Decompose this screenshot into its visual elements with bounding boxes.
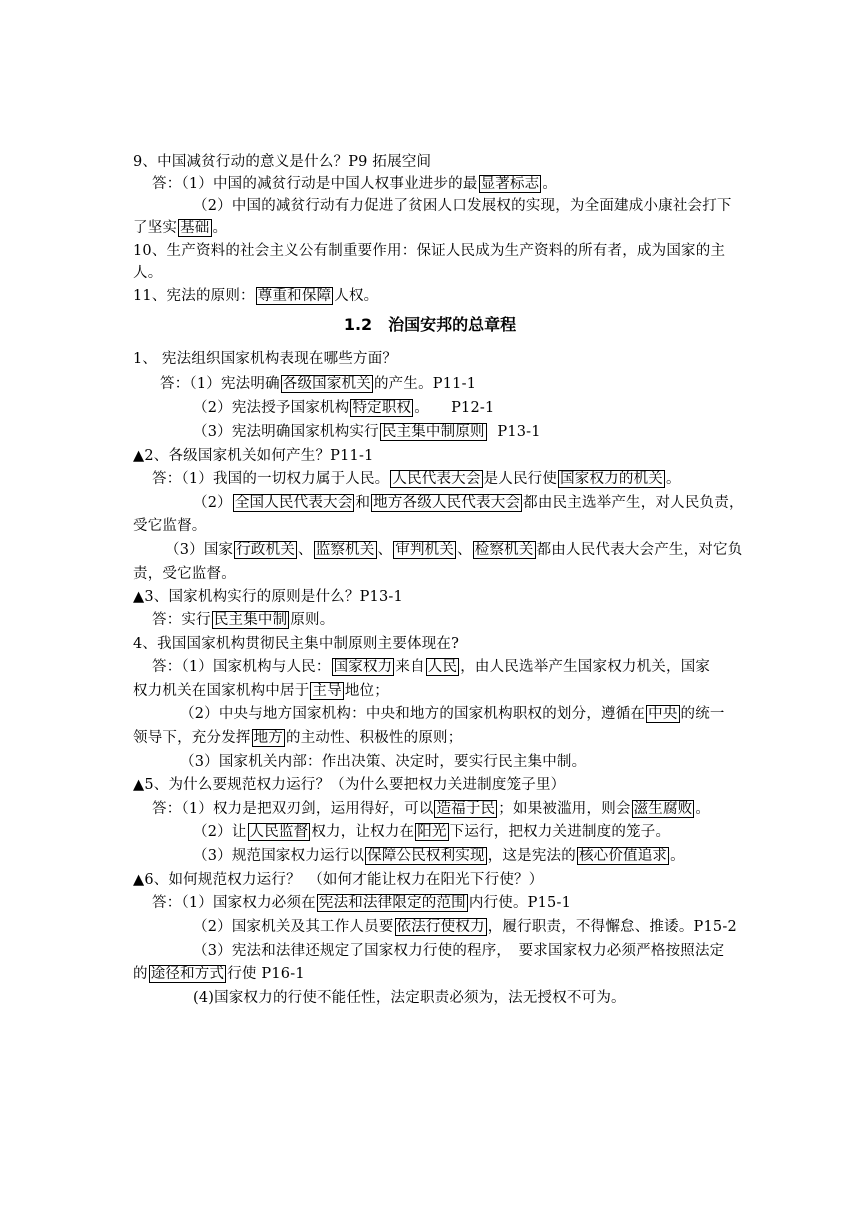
q6-answer-3: （3）宪法和法律还规定了国家权力行使的程序， 要求国家权力必须严格按照法定 <box>193 943 725 959</box>
keyword-box: 依法行使权力 <box>396 919 485 935</box>
q1-title: 1、 宪法组织国家机构表现在哪些方面？ <box>133 351 398 367</box>
keyword-box: 人民代表大会 <box>392 471 481 487</box>
keyword-box: 全国人民代表大会 <box>234 495 353 511</box>
keyword-box: 民主集中制原则 <box>381 424 485 440</box>
keyword-box: 核心价值追求 <box>578 848 668 864</box>
keyword-box: 民主集中制 <box>213 612 288 628</box>
q3-title: ▲3、国家机构实行的原则是什么？P13-1 <box>133 589 403 605</box>
q1-answer-2: （2）宪法授予国家机构 特定职权 。 P12-1 <box>193 400 495 416</box>
q6-answer-4: (4)国家权力的行使不能任性，法定职责必须为，法无授权不可为。 <box>193 990 626 1006</box>
q1-answer-3: （3）宪法明确国家机构实行 民主集中制原则 P13-1 <box>193 424 541 440</box>
keyword-box: 地方 <box>253 730 284 746</box>
q2-answer-2: （2） 全国人民代表大会 和 地方各级人民代表大会 都由民主选举产生，对人民负责， <box>193 495 744 511</box>
question-10: 10、生产资料的社会主义公有制重要作用：保证人民成为生产资料的所有者，成为国家的主 <box>133 243 726 259</box>
keyword-box: 宪法和法律限定的范围 <box>318 895 466 911</box>
question-9 <box>133 152 431 172</box>
keyword-box: 国家权力的机关 <box>560 471 663 487</box>
keyword-box: 尊重和保障 <box>257 288 332 304</box>
keyword-box: 人民监督 <box>249 824 309 840</box>
q2-answer-1: 答：（1）我国的一切权力属于人民。 人民代表大会 是人民行使 国家权力的机关 。 <box>152 471 681 487</box>
q5-answer-3: （3）规范国家权力运行以 保障公民权利实现 ，这是宪法的 核心价值追求 。 <box>193 848 685 864</box>
question-10-cont: 人。 <box>133 265 163 281</box>
q6-title: ▲6、如何规范权力运行？ （如何才能让权力在阳光下行使？） <box>133 872 544 888</box>
q4-title: 4、我国国家机构贯彻民主集中制原则主要体现在? <box>133 636 460 652</box>
keyword-box: 显著标志 <box>480 176 540 192</box>
q3-answer: 答：实行 民主集中制 原则。 <box>152 612 335 628</box>
keyword-box: 国家权力 <box>333 659 393 675</box>
keyword-box: 主导 <box>312 683 342 699</box>
keyword-box: 行政机关 <box>236 542 296 558</box>
answer-9-2-cont: 了坚实 基础 。 <box>133 220 228 236</box>
q4-answer-2-cont: 领导下，充分发挥 地方 的主动性、积极性的原则； <box>133 730 463 746</box>
q1-answer-1: 答：（1）宪法明确 各级国家机关 的产生。P11-1 <box>160 376 477 392</box>
question-11: 11、宪法的原则： 尊重和保障 人权。 <box>133 288 379 304</box>
q6-answer-3-cont: 的 途径和方式 行使 P16-1 <box>133 966 305 982</box>
keyword-box: 保障公民权利实现 <box>367 848 485 864</box>
q5-answer-2: （2）让 人民监督 权力，让权力在 阳光 下运行，把权力关进制度的笼子。 <box>193 824 671 840</box>
question-9-text: 9、中国减贫行动的意义是什么？P9 拓展空间 <box>133 154 432 170</box>
q6-answer-1: 答：（1）国家权力必须在 宪法和法律限定的范围 内行使。P15-1 <box>152 895 572 911</box>
answer-9-1: 答：（1）中国的减贫行动是中国人权事业进步的最 显著标志 。 <box>152 176 558 192</box>
q2-answer-3: （3）国家 行政机关 、 监察机关 、 审判机关 、 检察机关 都由人民代表大会产生，对它负 <box>165 542 743 558</box>
answer-9-2: （2）中国的减贫行动有力促进了贫困人口发展权的实现，为全面建成小康社会打下 <box>193 198 732 214</box>
keyword-box: 地方各级人民代表大会 <box>373 495 521 511</box>
q4-answer-2: （2）中央与地方国家机构：中央和地方的国家机构职权的划分，遵循在 中央 的统一 <box>180 706 725 722</box>
keyword-box: 检察机关 <box>474 542 534 558</box>
keyword-box: 滋生腐败 <box>633 801 693 817</box>
keyword-box: 人民 <box>427 659 458 675</box>
q2-title: ▲2、各级国家机关如何产生？P11-1 <box>133 448 374 464</box>
keyword-box: 各级国家机关 <box>282 376 371 392</box>
q5-answer-1: 答：（1）权力是把双刃剑，运用得好，可以 造福于民 ；如果被滥用，则会 滋生腐败 。 <box>152 801 711 817</box>
q4-answer-1-cont: 权力机关在国家机构中居于 主导 地位； <box>133 683 389 699</box>
keyword-box: 审判机关 <box>395 542 455 558</box>
keyword-box: 监察机关 <box>315 542 375 558</box>
keyword-box: 基础 <box>180 220 210 236</box>
section-heading: 1.2 治国安邦的总章程 <box>343 315 517 334</box>
q4-answer-1: 答：（1）国家机构与人民： 国家权力 来自 人民 ，由人民选举产生国家权力机关，国家 <box>152 659 711 675</box>
q4-answer-3: （3）国家机关内部：作出决策、决定时，要实行民主集中制。 <box>180 754 587 770</box>
keyword-box: 阳光 <box>417 824 447 840</box>
q2-answer-3-cont: 责，受它监督。 <box>133 566 236 582</box>
q6-answer-2: （2）国家机关及其工作人员要 依法行使权力 ，履行职责，不得懈怠、推诿。P15-2 <box>193 919 737 935</box>
keyword-box: 造福于民 <box>436 801 496 817</box>
keyword-box: 特定职权 <box>352 400 412 416</box>
q2-answer-2-cont: 受它监督。 <box>133 518 207 534</box>
keyword-box: 中央 <box>648 706 678 722</box>
q5-title: ▲5、为什么要规范权力运行？（为什么要把权力关进制度笼子里） <box>133 777 566 793</box>
keyword-box: 途径和方式 <box>150 966 225 982</box>
